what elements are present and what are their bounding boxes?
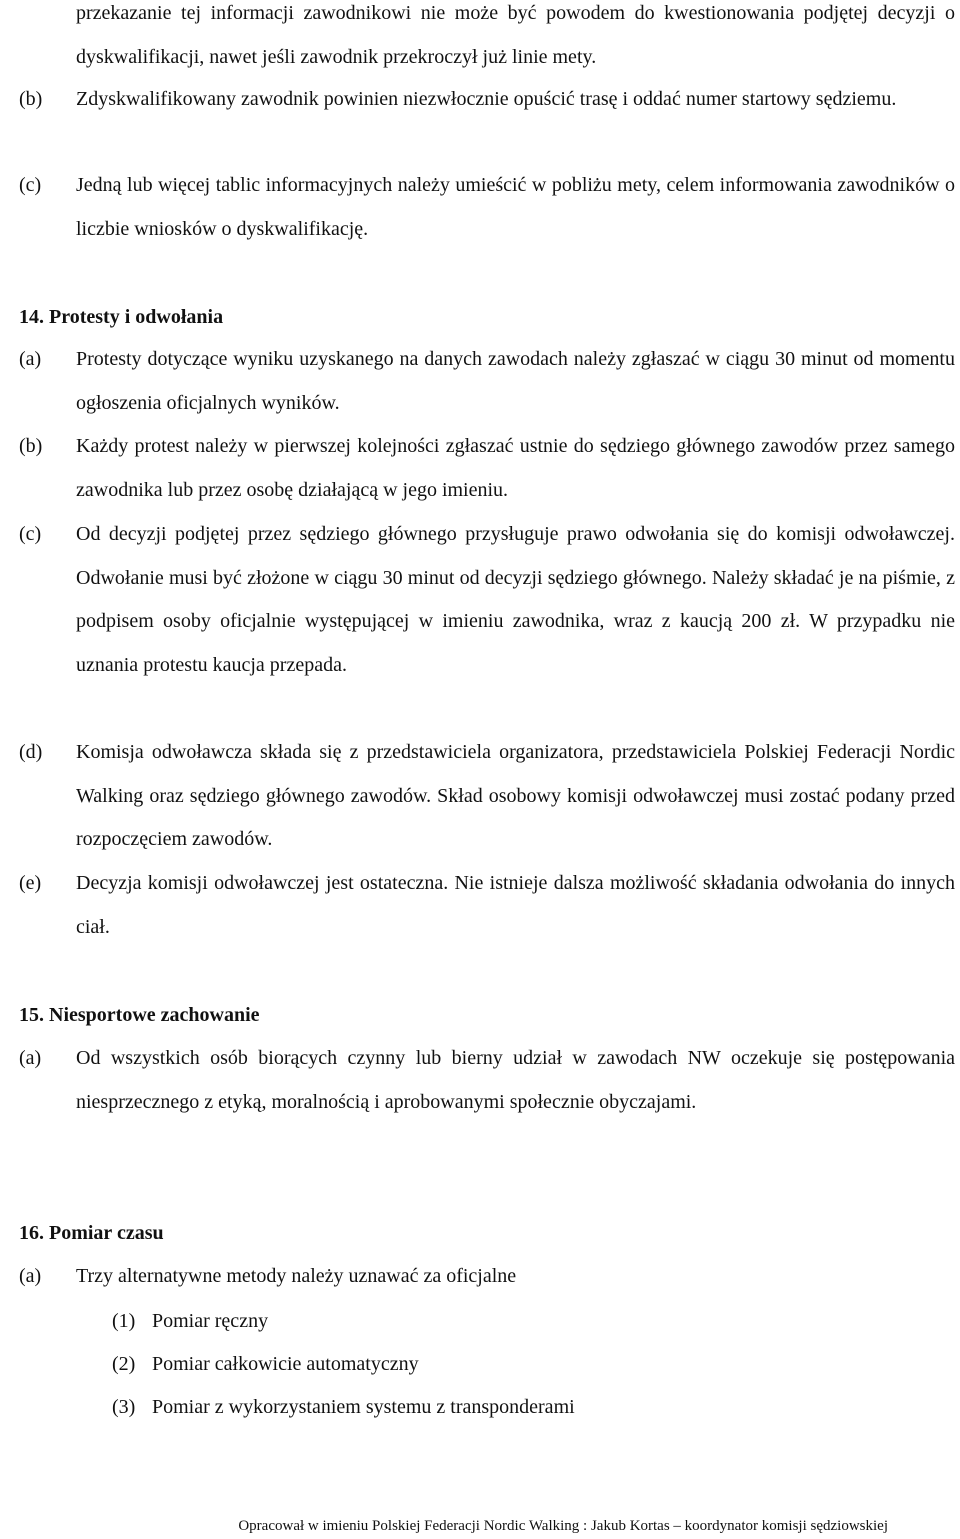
list-marker: (d) xyxy=(19,741,43,763)
list-item-14-e xyxy=(19,862,955,949)
list-marker: (a) xyxy=(19,1265,42,1287)
list-marker: (b) xyxy=(19,88,43,110)
list-item-14-c xyxy=(19,513,955,687)
list-item-top-c xyxy=(19,164,955,251)
sub-item-text: Pomiar z wykorzystaniem systemu z transponderami xyxy=(152,1396,575,1418)
list-item-text: Od wszystkich osób biorących czynny lub bierny udział w zawodach NW oczekuje się postępowania niesprzecznego z etyką, moralnością i aprobowanymi społecznie obyczajami. xyxy=(76,1047,955,1113)
list-item-16-a xyxy=(19,1255,955,1299)
sub-item-3 xyxy=(112,1392,575,1422)
list-marker: (e) xyxy=(19,872,42,894)
sub-item-text: Pomiar ręczny xyxy=(152,1310,269,1332)
section-heading-14: 14. Protesty i odwołania xyxy=(19,306,224,328)
list-marker: (a) xyxy=(19,1047,42,1069)
list-item-text: Od decyzji podjętej przez sędziego głównego przysługuje prawo odwołania się do komisji odwoławczej. Odwołanie musi być złożone w ciągu 30 minut od decyzji sędziego głównego. Należy składać je na piśmie, z podpisem osoby oficjalnie występującej w imieniu zawodnika, wraz z kaucją 200 zł. W przypadku nie uznania protestu kaucja przepada. xyxy=(76,523,955,676)
list-item-14-b xyxy=(19,425,955,512)
sub-item-text: Pomiar całkowicie automatyczny xyxy=(152,1353,419,1375)
sub-item-2 xyxy=(112,1349,419,1379)
list-item-text: Protesty dotyczące wyniku uzyskanego na danych zawodach należy zgłaszać w ciągu 30 minut od momentu ogłoszenia oficjalnych wyników. xyxy=(76,348,955,414)
list-marker: (b) xyxy=(19,435,43,457)
sub-item-1 xyxy=(112,1306,268,1336)
list-marker: (a) xyxy=(19,348,42,370)
list-item-text: Każdy protest należy w pierwszej kolejności zgłaszać ustnie do sędziego głównego zawodów przez samego zawodnika lub przez osobę działającą w jego imieniu. xyxy=(76,435,955,501)
sub-marker: (1) xyxy=(112,1310,136,1332)
list-item-text: Trzy alternatywne metody należy uznawać za oficjalne xyxy=(76,1265,517,1287)
list-item-text: Komisja odwoławcza składa się z przedstawiciela organizatora, przedstawiciela Polskiej Federacji Nordic Walking oraz sędziego głównego zawodów. Skład osobowy komisji odwoławczej musi zostać podany przed rozpoczęciem zawodów. xyxy=(76,741,955,851)
page-footer: Opracował w imieniu Polskiej Federacji Nordic Walking : Jakub Kortas – koordynator komisji sędziowskiej xyxy=(238,1518,888,1534)
list-item-text: Zdyskwalifikowany zawodnik powinien niezwłocznie opuścić trasę i oddać numer startowy sędziemu. xyxy=(76,88,897,110)
list-item-15-a xyxy=(19,1037,955,1124)
list-marker: (c) xyxy=(19,174,42,196)
list-item-text: Jedną lub więcej tablic informacyjnych należy umieścić w pobliżu mety, celem informowania zawodników o liczbie wniosków o dyskwalifikację. xyxy=(76,174,955,240)
continuation-paragraph: przekazanie tej informacji zawodnikowi nie może być powodem do kwestionowania podjętej decyzji o dyskwalifikacji, nawet jeśli zawodnik przekroczył już linie mety. xyxy=(76,2,955,68)
list-item-text: Decyzja komisji odwoławczej jest ostateczna. Nie istnieje dalsza możliwość składania odwołania do innych ciał. xyxy=(76,872,955,938)
section-heading-15: 15. Niesportowe zachowanie xyxy=(19,1004,260,1026)
list-item-14-a xyxy=(19,338,955,425)
section-heading-16: 16. Pomiar czasu xyxy=(19,1222,164,1244)
list-item-top-b xyxy=(19,78,955,122)
list-item-14-d xyxy=(19,731,955,862)
sub-marker: (3) xyxy=(112,1396,136,1418)
sub-marker: (2) xyxy=(112,1353,136,1375)
list-marker: (c) xyxy=(19,523,42,545)
